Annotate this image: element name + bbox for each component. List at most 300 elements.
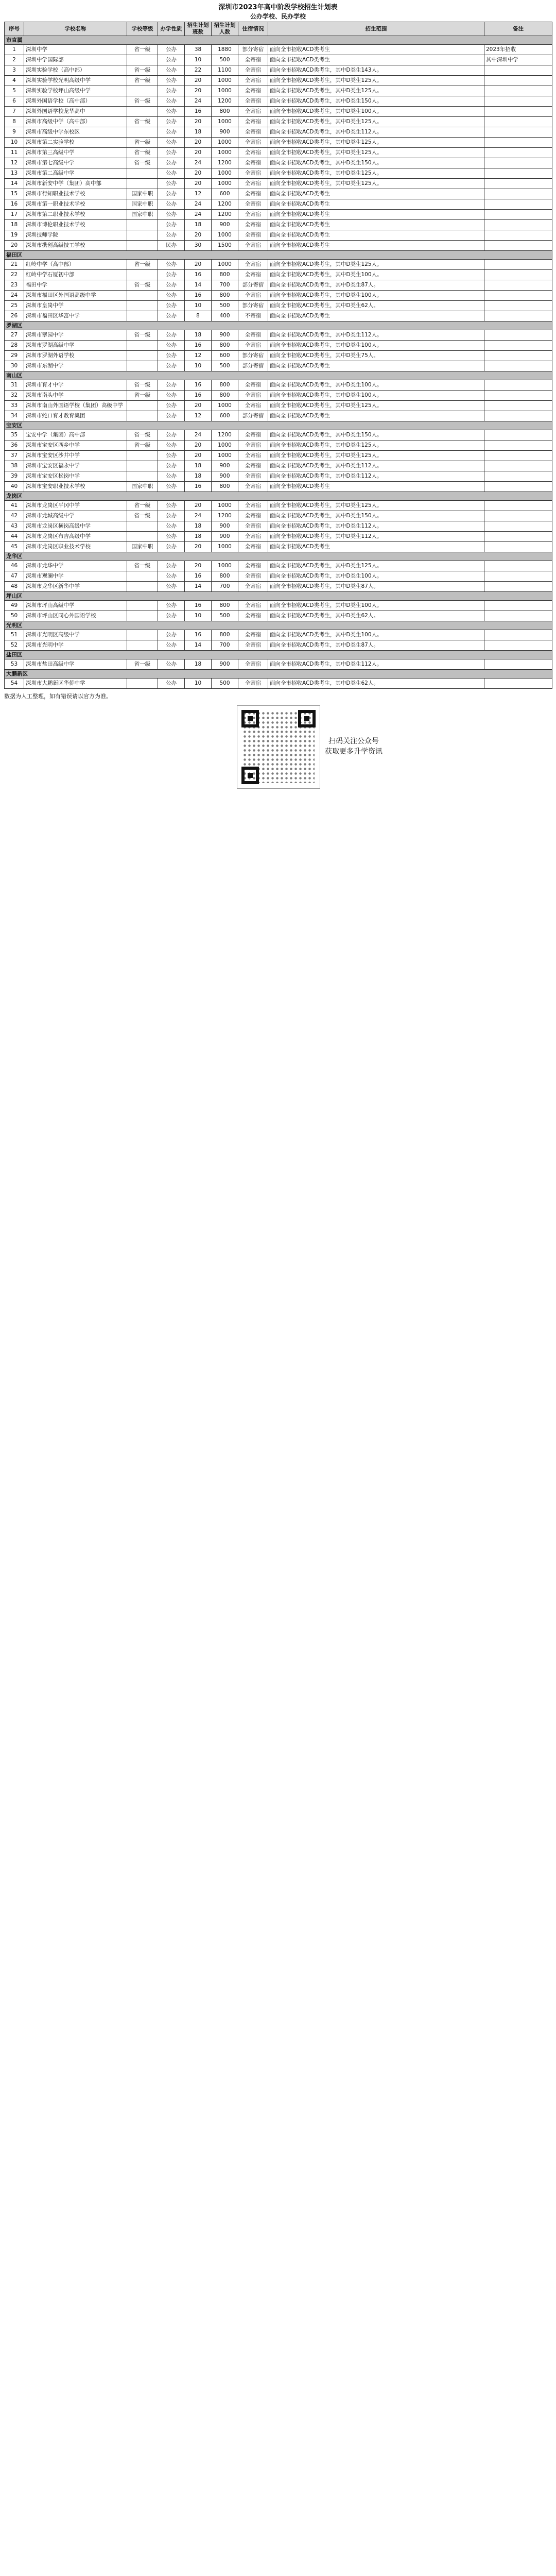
- table-cell: 1000: [212, 230, 238, 241]
- table-cell: 福田中学: [24, 280, 127, 291]
- table-row: [5, 260, 552, 270]
- table-cell: 公办: [158, 471, 185, 482]
- table-cell: 24: [185, 430, 212, 440]
- table-cell: [484, 301, 552, 311]
- table-cell: [484, 280, 552, 291]
- table-cell: [127, 601, 158, 611]
- table-cell: 1000: [212, 168, 238, 179]
- table-cell: 公办: [158, 270, 185, 280]
- table-row: [5, 511, 552, 521]
- table-cell: 公办: [158, 391, 185, 401]
- table-cell: 全寄宿: [238, 482, 268, 492]
- table-cell: 全寄宿: [238, 561, 268, 571]
- table-cell: 16: [185, 391, 212, 401]
- table-cell: [484, 411, 552, 421]
- table-cell: 公办: [158, 189, 185, 199]
- table-row: [5, 96, 552, 107]
- table-cell: 全寄宿: [238, 640, 268, 651]
- footer-note: 数据为人工整理，如有错误请以官方为准。: [4, 693, 112, 700]
- table-cell: 18: [185, 532, 212, 542]
- table-cell: 深圳实验学校坪山高级中学: [24, 86, 127, 96]
- table-cell: 红岭中学石厦初中部: [24, 270, 127, 280]
- table-cell: [484, 291, 552, 301]
- table-cell: 面向全市招收ACD类考生: [268, 45, 484, 55]
- table-cell: 14: [185, 582, 212, 592]
- table-cell: 公办: [158, 86, 185, 96]
- table-cell: 深圳市光明中学: [24, 640, 127, 651]
- table-cell: 公办: [158, 361, 185, 371]
- table-cell: [484, 148, 552, 158]
- table-cell: 深圳市罗湖外语学校: [24, 351, 127, 361]
- table-cell: 27: [5, 330, 24, 341]
- table-cell: 全寄宿: [238, 679, 268, 689]
- table-cell: 54: [5, 679, 24, 689]
- table-cell: [127, 341, 158, 351]
- table-cell: [484, 380, 552, 391]
- table-cell: 面向全市招收ACD类考生: [268, 210, 484, 220]
- table-cell: 1000: [212, 148, 238, 158]
- table-header-row: [5, 22, 552, 36]
- table-cell: 1200: [212, 158, 238, 168]
- table-cell: 1000: [212, 542, 238, 552]
- table-cell: [484, 571, 552, 582]
- table-cell: 面向全市招收ACD类考生，其中D类生112人。: [268, 532, 484, 542]
- table-cell: 33: [5, 401, 24, 411]
- table-cell: 公办: [158, 107, 185, 117]
- table-cell: 公办: [158, 601, 185, 611]
- table-cell: [127, 521, 158, 532]
- col-header: 序号: [5, 22, 24, 36]
- qr-caption: [310, 736, 397, 757]
- table-row: [5, 117, 552, 127]
- table-row: [5, 86, 552, 96]
- table-row: [5, 401, 552, 411]
- table-cell: 省一级: [127, 158, 158, 168]
- table-cell: 深圳市育才中学: [24, 380, 127, 391]
- table-cell: [127, 86, 158, 96]
- table-row: [5, 148, 552, 158]
- table-cell: 全寄宿: [238, 430, 268, 440]
- table-cell: 公办: [158, 640, 185, 651]
- table-cell: 20: [185, 179, 212, 189]
- table-cell: 公办: [158, 451, 185, 461]
- table-cell: 面向全市招收ACD类考生，其中D类生87人。: [268, 640, 484, 651]
- table-cell: 全寄宿: [238, 96, 268, 107]
- table-cell: 2023年招收: [484, 45, 552, 55]
- table-cell: 31: [5, 380, 24, 391]
- table-cell: 24: [185, 199, 212, 210]
- table-cell: 17: [5, 210, 24, 220]
- table-cell: 部分寄宿: [238, 301, 268, 311]
- table-row: [5, 280, 552, 291]
- table-cell: 公办: [158, 55, 185, 65]
- table-cell: 16: [185, 341, 212, 351]
- table-cell: 深圳市光明区高级中学: [24, 630, 127, 640]
- col-header: 住宿情况: [238, 22, 268, 36]
- table-cell: 900: [212, 659, 238, 670]
- table-cell: 深圳实验学校光明高级中学: [24, 76, 127, 86]
- table-cell: 21: [5, 260, 24, 270]
- table-cell: 部分寄宿: [238, 280, 268, 291]
- table-cell: 深圳市龙岗区平冈中学: [24, 501, 127, 511]
- table-cell: 国家中职: [127, 189, 158, 199]
- table-cell: 面向全市招收ACD类考生，其中D类生100人。: [268, 630, 484, 640]
- table-cell: 全寄宿: [238, 542, 268, 552]
- table-cell: 面向全市招收ACD类考生: [268, 311, 484, 321]
- table-cell: 省一级: [127, 260, 158, 270]
- table-cell: 30: [185, 241, 212, 251]
- table-cell: 14: [5, 179, 24, 189]
- table-cell: 51: [5, 630, 24, 640]
- table-cell: 面向全市招收ACD类考生: [268, 199, 484, 210]
- table-row: [5, 210, 552, 220]
- table-cell: 全寄宿: [238, 65, 268, 76]
- table-cell: [484, 179, 552, 189]
- table-row: [5, 351, 552, 361]
- table-cell: 20: [185, 451, 212, 461]
- table-cell: 面向全市招收ACD类考生，其中D类生112人。: [268, 659, 484, 670]
- table-cell: 公办: [158, 96, 185, 107]
- table-cell: 公办: [158, 45, 185, 55]
- table-cell: 深圳市龙城高级中学: [24, 511, 127, 521]
- table-cell: 深圳市东湖中学: [24, 361, 127, 371]
- table-cell: 省一级: [127, 117, 158, 127]
- col-header: 备注: [484, 22, 552, 36]
- table-cell: 深圳市福田区外国语高级中学: [24, 291, 127, 301]
- table-cell: [484, 341, 552, 351]
- table-row: [5, 158, 552, 168]
- table-cell: 44: [5, 532, 24, 542]
- table-cell: 深圳市宝安职业技术学校: [24, 482, 127, 492]
- table-cell: [484, 168, 552, 179]
- table-cell: 公办: [158, 461, 185, 471]
- table-cell: 公办: [158, 311, 185, 321]
- table-cell: 深圳市宝安区西乡中学: [24, 440, 127, 451]
- table-cell: [484, 199, 552, 210]
- district-name: 福田区: [5, 251, 552, 260]
- table-cell: 面向全市招收ACD类考生: [268, 482, 484, 492]
- table-cell: 全寄宿: [238, 341, 268, 351]
- table-cell: 20: [185, 501, 212, 511]
- table-cell: 面向全市招收ACD类考生: [268, 55, 484, 65]
- table-cell: 国家中职: [127, 482, 158, 492]
- table-cell: 500: [212, 55, 238, 65]
- table-cell: 10: [185, 361, 212, 371]
- table-cell: 全寄宿: [238, 440, 268, 451]
- table-cell: 全寄宿: [238, 220, 268, 230]
- table-cell: 公办: [158, 679, 185, 689]
- table-cell: [127, 471, 158, 482]
- table-cell: 22: [185, 65, 212, 76]
- table-cell: 24: [185, 96, 212, 107]
- table-cell: [484, 511, 552, 521]
- table-cell: [484, 270, 552, 280]
- col-header: 办学性质: [158, 22, 185, 36]
- table-cell: 1000: [212, 86, 238, 96]
- table-cell: [484, 230, 552, 241]
- table-cell: 面向全市招收ACD类考生: [268, 411, 484, 421]
- table-cell: 6: [5, 96, 24, 107]
- table-cell: [484, 96, 552, 107]
- table-cell: 20: [185, 401, 212, 411]
- table-cell: 28: [5, 341, 24, 351]
- table-cell: 800: [212, 391, 238, 401]
- table-cell: 公办: [158, 341, 185, 351]
- qr-section: [4, 705, 552, 803]
- table-cell: 20: [185, 138, 212, 148]
- district-header-row: [5, 492, 552, 501]
- table-cell: 全寄宿: [238, 241, 268, 251]
- table-cell: 深圳市蛇口育才教育集团: [24, 411, 127, 421]
- table-cell: 省一级: [127, 391, 158, 401]
- table-cell: 13: [5, 168, 24, 179]
- table-cell: 16: [185, 630, 212, 640]
- table-cell: [127, 451, 158, 461]
- table-cell: 深圳市坪山高级中学: [24, 601, 127, 611]
- table-cell: [127, 630, 158, 640]
- table-row: [5, 341, 552, 351]
- district-name: 坪山区: [5, 592, 552, 601]
- table-row: [5, 311, 552, 321]
- table-row: [5, 430, 552, 440]
- table-cell: 省一级: [127, 440, 158, 451]
- table-cell: 深圳市观澜中学: [24, 571, 127, 582]
- table-cell: 深圳市大鹏新区华侨中学: [24, 679, 127, 689]
- table-cell: 全寄宿: [238, 189, 268, 199]
- table-cell: [127, 179, 158, 189]
- table-cell: 800: [212, 270, 238, 280]
- table-cell: 53: [5, 659, 24, 670]
- table-cell: [484, 679, 552, 689]
- table-cell: 全寄宿: [238, 532, 268, 542]
- table-cell: [484, 220, 552, 230]
- table-cell: 20: [185, 542, 212, 552]
- table-cell: 30: [5, 361, 24, 371]
- table-row: [5, 561, 552, 571]
- table-cell: 部分寄宿: [238, 361, 268, 371]
- table-cell: 面向全市招收ACD类考生: [268, 542, 484, 552]
- table-body: [5, 36, 552, 689]
- table-cell: 3: [5, 65, 24, 76]
- table-row: [5, 582, 552, 592]
- table-cell: 面向全市招收ACD类考生，其中D类生100人。: [268, 107, 484, 117]
- table-cell: 全寄宿: [238, 501, 268, 511]
- table-cell: 23: [5, 280, 24, 291]
- table-cell: 1000: [212, 260, 238, 270]
- table-cell: 800: [212, 107, 238, 117]
- table-cell: 41: [5, 501, 24, 511]
- table-cell: [484, 210, 552, 220]
- table-cell: 深圳市高级中学东校区: [24, 127, 127, 138]
- table-cell: 全寄宿: [238, 107, 268, 117]
- table-cell: 公办: [158, 65, 185, 76]
- table-cell: 全寄宿: [238, 571, 268, 582]
- table-cell: [127, 127, 158, 138]
- table-cell: 16: [185, 291, 212, 301]
- table-cell: 全寄宿: [238, 451, 268, 461]
- table-cell: [484, 65, 552, 76]
- table-cell: 深圳市第二高级中学: [24, 168, 127, 179]
- table-row: [5, 179, 552, 189]
- table-cell: 深圳市龙华区新华中学: [24, 582, 127, 592]
- table-cell: [127, 230, 158, 241]
- table-row: [5, 127, 552, 138]
- table-cell: 12: [185, 189, 212, 199]
- table-cell: 1880: [212, 45, 238, 55]
- table-cell: 面向全市招收ACD类考生，其中D类生125人。: [268, 401, 484, 411]
- table-cell: 2: [5, 55, 24, 65]
- table-row: [5, 168, 552, 179]
- table-cell: 全寄宿: [238, 199, 268, 210]
- col-header: 学校等级: [127, 22, 158, 36]
- table-cell: 25: [5, 301, 24, 311]
- table-cell: 省一级: [127, 280, 158, 291]
- table-cell: [484, 138, 552, 148]
- table-cell: 12: [185, 351, 212, 361]
- table-cell: 不寄宿: [238, 311, 268, 321]
- table-cell: 18: [5, 220, 24, 230]
- table-cell: [127, 107, 158, 117]
- table-cell: [127, 532, 158, 542]
- table-cell: 24: [5, 291, 24, 301]
- table-cell: 全寄宿: [238, 521, 268, 532]
- district-name: 龙华区: [5, 552, 552, 561]
- table-cell: 1000: [212, 440, 238, 451]
- table-cell: 1000: [212, 501, 238, 511]
- table-cell: [484, 451, 552, 461]
- table-cell: 面向全市招收ACD类考生: [268, 361, 484, 371]
- table-cell: 深圳市盐田高级中学: [24, 659, 127, 670]
- table-row: [5, 301, 552, 311]
- table-cell: 1000: [212, 179, 238, 189]
- district-header-row: [5, 421, 552, 430]
- table-cell: 深圳市宝安区福永中学: [24, 461, 127, 471]
- table-cell: 全寄宿: [238, 148, 268, 158]
- table-cell: 10: [5, 138, 24, 148]
- table-cell: 20: [185, 76, 212, 86]
- table-cell: 10: [185, 611, 212, 621]
- table-cell: 全寄宿: [238, 330, 268, 341]
- table-cell: 9: [5, 127, 24, 138]
- table-row: [5, 391, 552, 401]
- table-cell: 省一级: [127, 148, 158, 158]
- table-cell: 公办: [158, 210, 185, 220]
- table-cell: 全寄宿: [238, 210, 268, 220]
- table-cell: 全寄宿: [238, 601, 268, 611]
- table-cell: 900: [212, 532, 238, 542]
- table-cell: [484, 582, 552, 592]
- table-cell: [484, 611, 552, 621]
- qr-caption-line1: 扫码关注公众号: [328, 737, 379, 745]
- table-cell: [484, 189, 552, 199]
- table-cell: 18: [185, 659, 212, 670]
- table-cell: 24: [185, 511, 212, 521]
- table-cell: 面向全市招收ACD类考生，其中D类生100人。: [268, 601, 484, 611]
- table-cell: [127, 582, 158, 592]
- table-cell: 20: [185, 561, 212, 571]
- table-row: [5, 189, 552, 199]
- page-title: 深圳市2023年高中阶段学校招生计划表: [218, 4, 338, 11]
- table-cell: 12: [185, 411, 212, 421]
- table-cell: 45: [5, 542, 24, 552]
- table-cell: 公办: [158, 351, 185, 361]
- table-cell: [127, 270, 158, 280]
- district-header-row: [5, 371, 552, 380]
- table-cell: 面向全市招收ACD类考生: [268, 220, 484, 230]
- table-cell: [127, 640, 158, 651]
- table-cell: 面向全市招收ACD类考生，其中D类生125人。: [268, 86, 484, 96]
- table-cell: [127, 220, 158, 230]
- district-name: 罗湖区: [5, 321, 552, 330]
- table-cell: 深圳市福田区华富中学: [24, 311, 127, 321]
- table-cell: 公办: [158, 561, 185, 571]
- table-cell: 宝安中学（集团）高中部: [24, 430, 127, 440]
- table-cell: 面向全市招收ACD类考生，其中D类生125人。: [268, 260, 484, 270]
- table-cell: 面向全市招收ACD类考生，其中D类生125人。: [268, 76, 484, 86]
- table-cell: 16: [5, 199, 24, 210]
- table-cell: 34: [5, 411, 24, 421]
- table-cell: 1200: [212, 511, 238, 521]
- table-cell: [484, 659, 552, 670]
- table-cell: 20: [185, 440, 212, 451]
- table-cell: 16: [185, 601, 212, 611]
- district-header-row: [5, 36, 552, 45]
- table-cell: 公办: [158, 158, 185, 168]
- table-cell: 面向全市招收ACD类考生，其中D类生75人。: [268, 351, 484, 361]
- district-name: 光明区: [5, 621, 552, 630]
- table-row: [5, 291, 552, 301]
- table-cell: 深圳市行知职业技术学校: [24, 189, 127, 199]
- qr-caption-line2: 获取更多升学资讯: [325, 748, 383, 756]
- table-cell: 1000: [212, 401, 238, 411]
- table-cell: 公办: [158, 440, 185, 451]
- table-row: [5, 611, 552, 621]
- table-cell: 面向全市招收ACD类考生，其中D类生150人。: [268, 511, 484, 521]
- table-cell: 500: [212, 679, 238, 689]
- table-cell: 国家中职: [127, 210, 158, 220]
- table-cell: 深圳市博伦职业技术学校: [24, 220, 127, 230]
- table-cell: 38: [185, 45, 212, 55]
- table-cell: 7: [5, 107, 24, 117]
- table-cell: 公办: [158, 330, 185, 341]
- table-cell: 42: [5, 511, 24, 521]
- table-cell: 公办: [158, 430, 185, 440]
- table-cell: 500: [212, 361, 238, 371]
- table-cell: 全寄宿: [238, 291, 268, 301]
- table-cell: 全寄宿: [238, 391, 268, 401]
- table-cell: 900: [212, 220, 238, 230]
- table-cell: [127, 55, 158, 65]
- table-cell: 全寄宿: [238, 55, 268, 65]
- table-cell: 省一级: [127, 330, 158, 341]
- table-cell: 公办: [158, 291, 185, 301]
- table-cell: 48: [5, 582, 24, 592]
- table-cell: 公办: [158, 501, 185, 511]
- table-cell: 面向全市招收ACD类考生，其中D类生62人。: [268, 611, 484, 621]
- table-cell: 16: [185, 482, 212, 492]
- table-cell: 全寄宿: [238, 168, 268, 179]
- table-row: [5, 55, 552, 65]
- table-cell: 公办: [158, 168, 185, 179]
- table-row: [5, 679, 552, 689]
- table-cell: 26: [5, 311, 24, 321]
- table-cell: 1000: [212, 117, 238, 127]
- table-row: [5, 451, 552, 461]
- table-cell: [484, 542, 552, 552]
- table-cell: 16: [185, 107, 212, 117]
- table-cell: 全寄宿: [238, 270, 268, 280]
- table-cell: 面向全市招收ACD类考生，其中D类生100人。: [268, 341, 484, 351]
